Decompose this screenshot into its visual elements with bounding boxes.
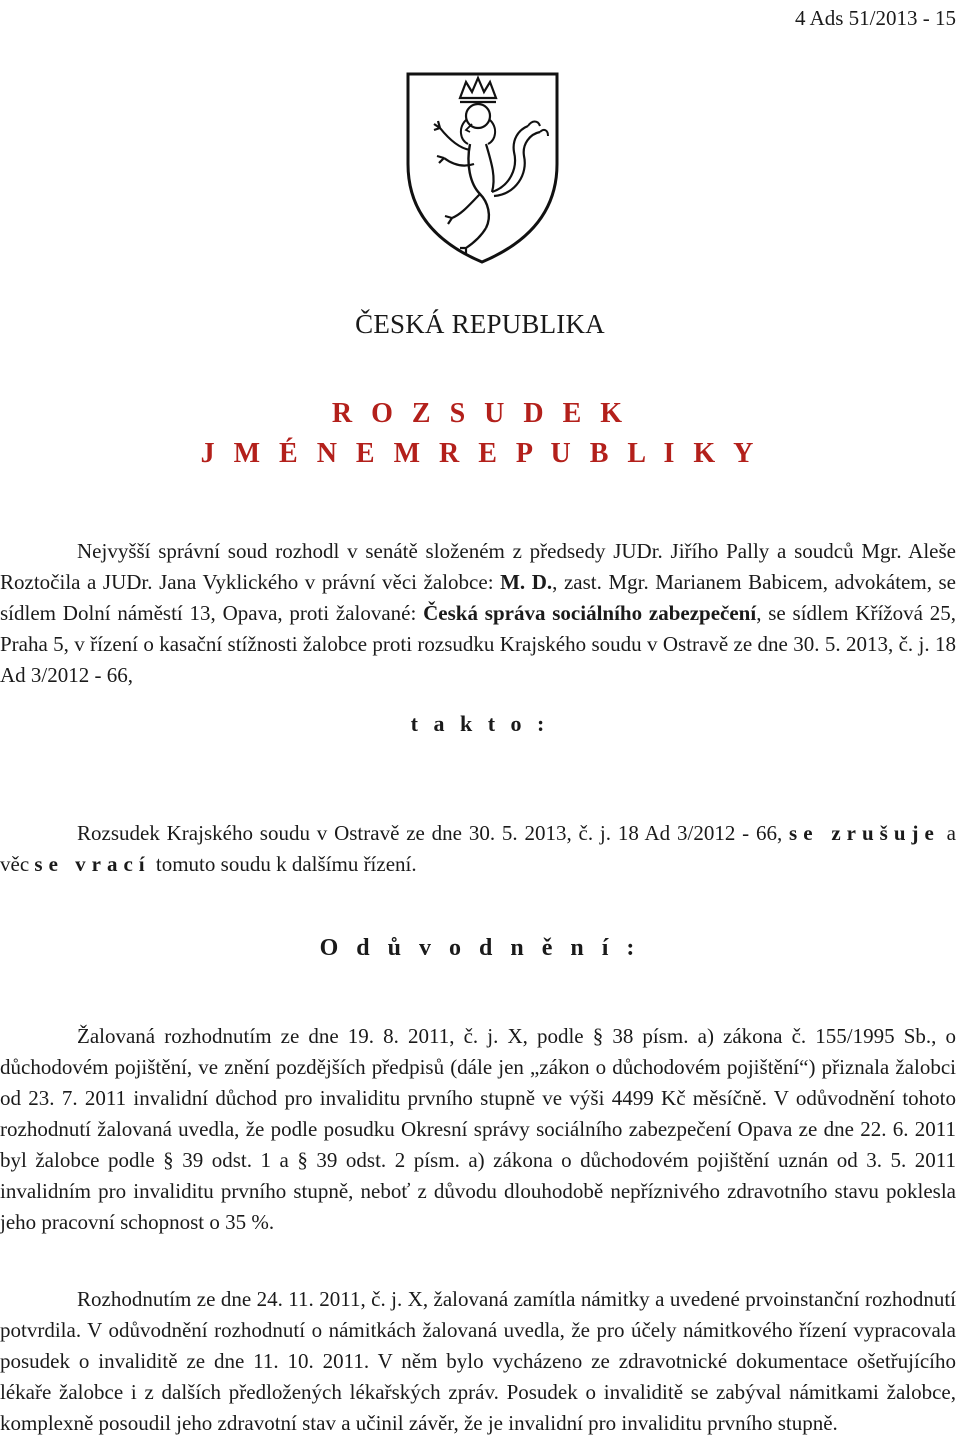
- takto-heading: t a k t o :: [410, 711, 550, 736]
- judgment-title: R O Z S U D E K: [331, 398, 629, 429]
- defendant-name: Česká správa sociálního zabezpečení: [423, 601, 757, 625]
- annulment-phrase: se zrušuje: [789, 821, 940, 845]
- judgment-subtitle: J M É N E M R E P U B L I K Y: [200, 438, 760, 469]
- file-number: 4 Ads 51/2013 - 15: [794, 6, 956, 30]
- country-title: ČESKÁ REPUBLIKA: [355, 309, 605, 339]
- plaintiff-name: M. D.: [500, 570, 553, 594]
- ruling-paragraph: Rozsudek Krajského soudu v Ostravě ze dne 30. 5. 2013, č. j. 18 Ad 3/2012 - 66, se zrušuje a věc se vrací tomuto soudu k dalšímu řízení.: [0, 821, 957, 876]
- reasoning-paragraph-1: Žalovaná rozhodnutím ze dne 19. 8. 2011, č. j. X, podle § 38 písm. a) zákona č. 155/1995 Sb., o důchodovém pojištění, ve znění pozdějších předpisů (dále jen „zákon o důchodovém pojištění“) přiznala žalobci od 23. 7. 2011 invalidní důchod pro invaliditu prvního stupně ve výši 4499 Kč měsíčně. V odůvodnění tohoto rozhodnutí žalovaná uvedla, že podle posudku Okresní správy sociálního zabezpečení Opava ze dne 22. 6. 2011 byl žalobce podle § 39 odst. 1 a § 39 odst. 2 písm. a) zákona o důchodovém pojištění uznán od 3. 5. 2011 invalidním pro invaliditu prvního stupně, neboť z důvodu dlouhodobě nepříznivého zdravotního stavu poklesla jeho pracovní schopnost o 35 %.: [0, 1024, 956, 1234]
- state-emblem-icon: [400, 68, 565, 266]
- reasoning-paragraph-2: Rozhodnutím ze dne 24. 11. 2011, č. j. X, žalovaná zamítla námitky a uvedené prvoinstanční rozhodnutí potvrdila. V odůvodnění rozhodnutí o námitkách žalovaná uvedla, že pro účely námitkového řízení vypracovala posudek o invaliditě ze dne 11. 10. 2011. V něm bylo vycházeno ze zdravotnické dokumentace ošetřujícího lékaře žalobce i z dalších předložených lékařských zpráv. Posudek o invaliditě se zabýval námitkami žalobce, komplexně posoudil jeho zdravotní stav a učinil závěr, že je invalidní pro invaliditu prvního stupně.: [0, 1287, 956, 1435]
- intro-paragraph: Nejvyšší správní soud rozhodl v senátě složeném z předsedy JUDr. Jiřího Pally a soudců Mgr. Aleše Roztočila a JUDr. Jana Vyklického v právní věci žalobce: M. D., zast. Mgr. Marianem Babicem, advokátem, se sídlem Dolní náměstí 13, Opava, proti žalované: Česká správa sociálního zabezpečení, se sídlem Křížová 25, Praha 5, v řízení o kasační stížnosti žalobce proti rozsudku Krajského soudu v Ostravě ze dne 30. 5. 2013, č. j. 18 Ad 3/2012 - 66,: [0, 539, 957, 687]
- return-phrase: se vrací: [34, 852, 151, 876]
- reasoning-heading: O d ů v o d n ě n í :: [319, 935, 641, 961]
